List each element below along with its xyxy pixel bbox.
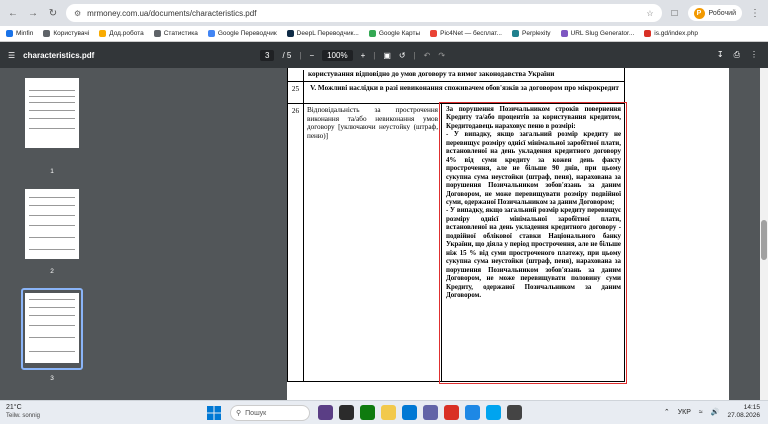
thumbnail-sidebar bbox=[0, 68, 104, 400]
highlight-box bbox=[439, 102, 627, 384]
taskbar-search[interactable] bbox=[230, 405, 310, 421]
profile-button[interactable] bbox=[688, 5, 742, 21]
bookmark-item[interactable]: Статистика bbox=[154, 30, 198, 37]
app-icon[interactable] bbox=[465, 405, 480, 420]
folder-icon bbox=[43, 30, 50, 37]
volume-icon[interactable]: 🔊 bbox=[710, 409, 720, 416]
scrollbar-thumb[interactable] bbox=[761, 220, 767, 260]
bookmarks-bar bbox=[0, 26, 768, 42]
deepl-icon bbox=[287, 30, 294, 37]
separator: | bbox=[299, 50, 302, 60]
browser-toolbar bbox=[0, 0, 768, 26]
bookmark-item[interactable]: Google Переводчик bbox=[208, 30, 277, 37]
address-bar[interactable] bbox=[66, 4, 662, 22]
back-icon[interactable]: ← bbox=[8, 7, 18, 19]
pic4net-icon bbox=[430, 30, 437, 37]
bookmark-item[interactable]: is.gd/index.php bbox=[644, 30, 698, 37]
time: 14:15 bbox=[743, 404, 760, 411]
folder-icon[interactable] bbox=[381, 405, 396, 420]
search-icon: ⚲ bbox=[236, 410, 242, 417]
bookmark-star-icon[interactable]: ☆ bbox=[646, 8, 654, 18]
bookmark-item[interactable]: Користувачі bbox=[43, 30, 89, 37]
chrome-icon[interactable] bbox=[444, 405, 459, 420]
app-icon[interactable] bbox=[360, 405, 375, 420]
tray-chevron-icon[interactable]: ⌃ bbox=[663, 409, 670, 416]
clock[interactable] bbox=[727, 404, 760, 420]
folder-icon bbox=[99, 30, 106, 37]
file-explorer-icon[interactable] bbox=[339, 405, 354, 420]
weather-condition: Teilw. sonnig bbox=[6, 413, 41, 419]
site-info-icon[interactable]: ⚙ bbox=[74, 8, 82, 18]
weather-widget[interactable] bbox=[6, 404, 40, 420]
undo-icon[interactable]: ↶ bbox=[423, 50, 431, 60]
pdf-filename: characteristics.pdf bbox=[23, 50, 95, 60]
thumbnail-number: 2 bbox=[50, 268, 54, 275]
slug-icon bbox=[561, 30, 568, 37]
forward-icon[interactable]: → bbox=[28, 7, 38, 19]
language-indicator[interactable]: УКР bbox=[677, 408, 691, 416]
fit-page-icon[interactable]: ▣ bbox=[383, 50, 391, 60]
bookmark-favicon-icon bbox=[6, 30, 13, 37]
isgd-icon bbox=[644, 30, 651, 37]
bookmark-item[interactable]: Дод.робота bbox=[99, 30, 144, 37]
more-options-icon[interactable]: ⋮ bbox=[750, 50, 758, 59]
app-icon[interactable] bbox=[507, 405, 522, 420]
thumbnail-page-1[interactable] bbox=[25, 78, 79, 148]
reload-icon[interactable]: ↻ bbox=[48, 7, 58, 19]
zoom-out-icon[interactable]: − bbox=[309, 50, 315, 60]
row-right-text: За порушення Позичальником строків повернення Кредиту та/або процентів за користування кредитом, Кредитодавець нараховує пеню в розмірі: - У випадку, якщо загальний розмір кредиту не перевищує розміру однієї мінімальної заробітної плати, встановленої на день укладення кредитного договору 4% від суми кредиту за кожен день факту прострочення, але не більше 90 днів, при цьому сукупна сума неустойки (штраф, пеня), нарахована за порушення Позичальником зобов'язань за даним Договором, не може перевищувати розміру подвійної суми, одержаної Позичальником за даним Договором; - У випадку, якщо загальний розмір кредиту перевищує розміру однієї мінімальної заробітної плати, встановленої на день укладення кредитного договору - подвійної облікової ставки Національного банку України, що діяла у період прострочення, але не більше ніж 15 % від суми простроченого платежу, при цьому сукупна сума неустойки (штраф, пеня), нарахована за порушення Позичальником зобов'язань за даним Договором, не може перевищувати половину суми Кредиту, одержаної Позичальником за даним Договором. bbox=[441, 104, 625, 382]
bookmark-item[interactable]: URL Slug Generator... bbox=[561, 30, 635, 37]
redo-icon[interactable]: ↷ bbox=[438, 50, 446, 60]
store-icon[interactable] bbox=[486, 405, 501, 420]
extensions-icon[interactable]: □ bbox=[671, 7, 678, 19]
google-translate-icon bbox=[208, 30, 215, 37]
teams-icon[interactable] bbox=[423, 405, 438, 420]
row-top-text: користування відповідно до умов договору та вимог законодавства України bbox=[303, 70, 625, 82]
menu-icon[interactable]: ⋮ bbox=[750, 7, 760, 19]
profile-label: Робочий bbox=[708, 9, 736, 17]
thumbnail-number: 1 bbox=[50, 168, 54, 175]
thumbnail-page-3[interactable] bbox=[25, 293, 79, 363]
system-tray bbox=[664, 404, 760, 420]
page-number-input[interactable]: 3 bbox=[260, 50, 274, 61]
zoom-in-icon[interactable]: + bbox=[360, 50, 366, 60]
url-text: mrmoney.com.ua/documents/characteristics.pdf bbox=[87, 8, 257, 18]
vertical-scrollbar[interactable] bbox=[760, 68, 768, 400]
task-view-icon[interactable] bbox=[318, 405, 333, 420]
bookmark-item[interactable]: Perplexity bbox=[512, 30, 551, 37]
separator: | bbox=[373, 50, 376, 60]
weather-temp: 21°C bbox=[6, 404, 22, 411]
bookmark-item[interactable]: Google Карты bbox=[369, 30, 420, 37]
thumbnail-page-2[interactable] bbox=[25, 189, 79, 259]
perplexity-icon bbox=[512, 30, 519, 37]
maps-icon bbox=[369, 30, 376, 37]
avatar: Р bbox=[694, 8, 705, 19]
search-placeholder: Пошук bbox=[245, 409, 267, 417]
row-number: 25 bbox=[287, 82, 303, 104]
bookmark-item[interactable]: DeepL Переводчик... bbox=[287, 30, 359, 37]
download-icon[interactable]: ↧ bbox=[716, 50, 724, 59]
rotate-icon[interactable]: ↺ bbox=[398, 50, 406, 60]
zoom-input[interactable]: 100% bbox=[322, 50, 352, 61]
folder-icon bbox=[154, 30, 161, 37]
print-icon[interactable]: ⎙ bbox=[733, 50, 740, 59]
thumbnail-number: 3 bbox=[50, 375, 54, 382]
bookmark-item[interactable]: Pic4Net — бесплат... bbox=[430, 30, 502, 37]
taskbar bbox=[0, 400, 768, 424]
date: 27.08.2026 bbox=[727, 412, 760, 419]
row-number: 26 bbox=[287, 104, 303, 382]
row-left-text: Відповідальність за прострочення виконання та/або невиконання умов договору [уключаючи неустойку (штраф, пеню)] bbox=[303, 104, 441, 382]
windows-start-icon[interactable] bbox=[207, 406, 221, 420]
page-total: / 5 bbox=[282, 50, 292, 60]
pdf-toolbar bbox=[0, 42, 768, 68]
bookmark-item[interactable]: Minfin bbox=[6, 30, 33, 37]
sidebar-toggle-icon[interactable]: ☰ bbox=[8, 50, 16, 60]
wifi-icon[interactable]: ≈ bbox=[698, 408, 703, 416]
section-heading: V. Можливі наслідки в разі невиконання споживачем обов'язків за договором про мікрокредит bbox=[303, 82, 625, 104]
separator: | bbox=[413, 50, 416, 60]
edge-icon[interactable] bbox=[402, 405, 417, 420]
